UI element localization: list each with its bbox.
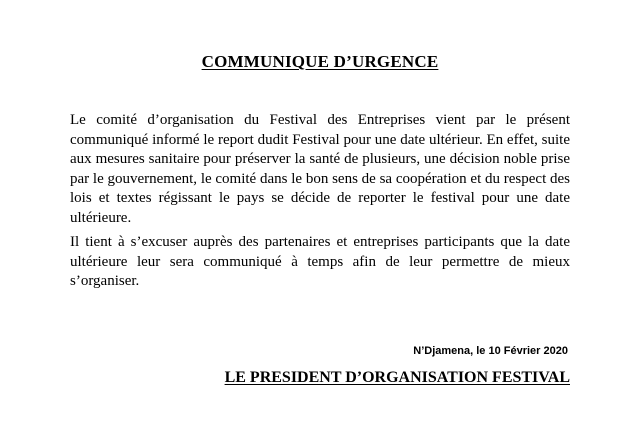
place-date-line: N’Djamena, le 10 Février 2020	[413, 345, 568, 357]
paragraph-apology: Il tient à s’excuser auprès des partenaires et entreprises participants que la date ultérieure leur sera communiqué à temps afin de leur permettre de mieux s’organiser.	[70, 234, 570, 290]
signatory-title: LE PRESIDENT D’ORGANISATION FESTIVAL	[224, 369, 570, 386]
paragraph-announcement: Le comité d’organisation du Festival des Entreprises vient par le présent communiqué informé le report dudit Festival pour une date ultérieur. En effet, suite aux mesures sanitaire pour préserver la santé de plusieurs, une décision noble prise par le gouvernement, le comité dans le bon sens de sa coopération et du respect des lois et textes régissant le pays se décide de reporter le festival pour une date ultérieure.	[70, 112, 570, 226]
document-title: COMMUNIQUE D’URGENCE	[201, 52, 439, 71]
